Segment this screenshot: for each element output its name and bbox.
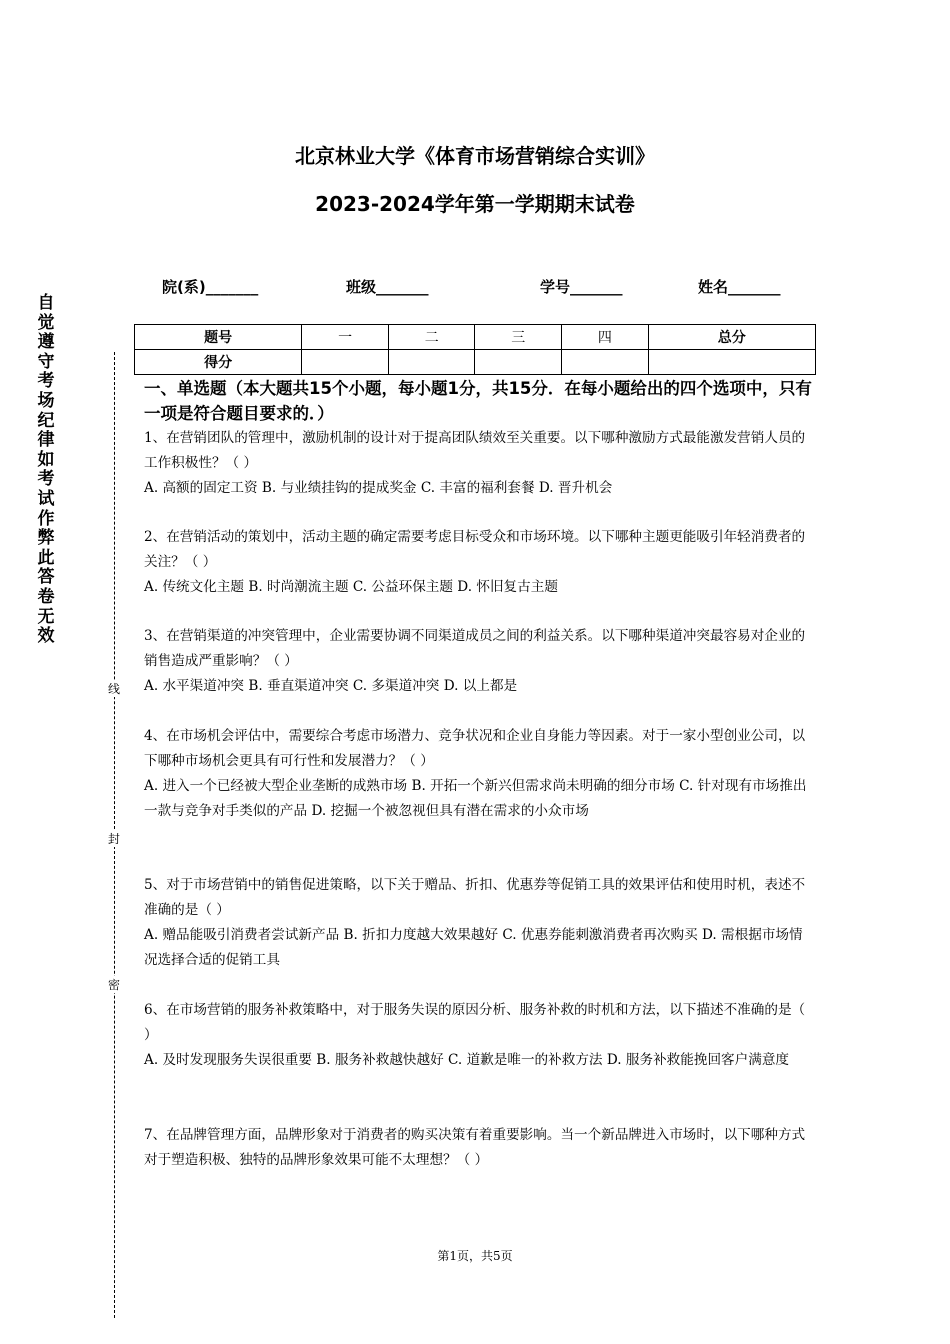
score-cell[interactable] [302,350,389,375]
question-options: A. 水平渠道冲突 B. 垂直渠道冲突 C. 多渠道冲突 D. 以上都是 [144,678,518,694]
warning-char: 此 [37,547,55,568]
seal-char-xian: 线 [107,682,120,696]
warning-char: 场 [37,390,55,411]
department-field: 院(系)_______ [162,278,259,296]
warning-char: 考 [37,469,55,490]
question-options: A. 高额的固定工资 B. 与业绩挂钩的提成奖金 C. 丰富的福利套餐 D. 晋升机会 [144,480,613,496]
score-cell: 三 [475,325,562,350]
question-stem: 4、在市场机会评估中，需要综合考虑市场潜力、竞争状况和企业自身能力等因素。对于一家小型创业公司，以下哪种市场机会更具有可行性和发展潜力？（ ） [144,728,806,769]
score-table [134,324,816,375]
warning-char: 如 [37,449,55,470]
score-cell: 总分 [648,325,815,350]
question-options: A. 赠品能吸引消费者尝试新产品 B. 折扣力度越大效果越好 C. 优惠券能刺激消费者再次购买 D. 需根据市场情况选择合适的促销工具 [144,927,803,968]
warning-char: 守 [37,351,55,372]
page-number: 第1页，共5页 [437,1249,513,1263]
question-5 [144,873,810,973]
question-7 [144,1123,810,1173]
warning-char: 弊 [37,528,55,549]
warning-char: 答 [37,567,55,588]
question-4 [144,724,810,824]
score-table-header-row [135,325,816,350]
question-6 [144,998,810,1073]
warning-char: 觉 [37,312,55,333]
question-2 [144,525,810,600]
seal-char-feng: 封 [107,832,120,846]
score-cell[interactable] [388,350,475,375]
question-stem: 1、在营销团队的管理中，激励机制的设计对于提高团队绩效至关重要。以下哪种激励方式最能激发营销人员的工作积极性？（ ） [144,430,806,471]
seal-char-mi: 密 [107,978,120,992]
student-id-field: 学号_______ [540,278,623,296]
score-cell: 一 [302,325,389,350]
warning-char: 纪 [37,410,55,431]
warning-char: 遵 [37,332,55,353]
question-stem: 5、对于市场营销中的销售促进策略，以下关于赠品、折扣、优惠券等促销工具的效果评估和使用时机，表述不准确的是（ ） [144,877,806,918]
question-options: A. 及时发现服务失误很重要 B. 服务补救越快越好 C. 道歉是唯一的补救方法 D. 服务补救能挽回客户满意度 [144,1052,790,1068]
question-stem: 2、在营销活动的策划中，活动主题的确定需要考虑目标受众和市场环境。以下哪种主题更能吸引年轻消费者的关注？（ ） [144,529,806,570]
class-field: 班级_______ [346,278,429,296]
section-heading: 一、单选题（本大题共15个小题，每小题1分，共15分．在每小题给出的四个选项中，只有一项是符合题目要求的．） [144,379,812,423]
warning-char: 试 [37,488,55,509]
score-table-score-row [135,350,816,375]
score-cell: 二 [388,325,475,350]
question-1 [144,426,810,501]
warning-char: 作 [37,508,55,529]
name-field: 姓名_______ [698,278,781,296]
warning-char: 自 [37,293,55,313]
question-options: A. 进入一个已经被大型企业垄断的成熟市场 B. 开拓一个新兴但需求尚未明确的细分市场 C. 针对现有市场推出一款与竞争对手类似的产品 D. 挖掘一个被忽视但具有潜在需求的小众市场 [144,778,807,819]
exam-title-line1: 北京林业大学《体育市场营销综合实训》 [295,144,655,168]
warning-char: 律 [37,430,55,451]
score-cell[interactable] [475,350,562,375]
warning-char: 考 [37,371,55,392]
warning-char: 效 [37,626,55,647]
exam-discipline-warning [36,294,56,647]
question-stem: 6、在市场营销的服务补救策略中，对于服务失误的原因分析、服务补救的时机和方法，以下描述不准确的是（ ） [144,1002,806,1043]
warning-char: 无 [37,606,55,627]
warning-char: 卷 [37,586,55,607]
score-cell[interactable] [562,350,649,375]
score-cell: 题号 [135,325,302,350]
question-3 [144,624,810,699]
question-options: A. 传统文化主题 B. 时尚潮流主题 C. 公益环保主题 D. 怀旧复古主题 [144,579,558,595]
score-cell[interactable] [648,350,815,375]
question-stem: 3、在营销渠道的冲突管理中，企业需要协调不同渠道成员之间的利益关系。以下哪种渠道冲突最容易对企业的销售造成严重影响？（ ） [144,628,806,669]
exam-title-line2: 2023-2024学年第一学期期末试卷 [315,192,635,216]
question-stem: 7、在品牌管理方面，品牌形象对于消费者的购买决策有着重要影响。当一个新品牌进入市场时，以下哪种方式对于塑造积极、独特的品牌形象效果可能不太理想？（ ） [144,1127,806,1168]
score-cell: 四 [562,325,649,350]
score-cell: 得分 [135,350,302,375]
